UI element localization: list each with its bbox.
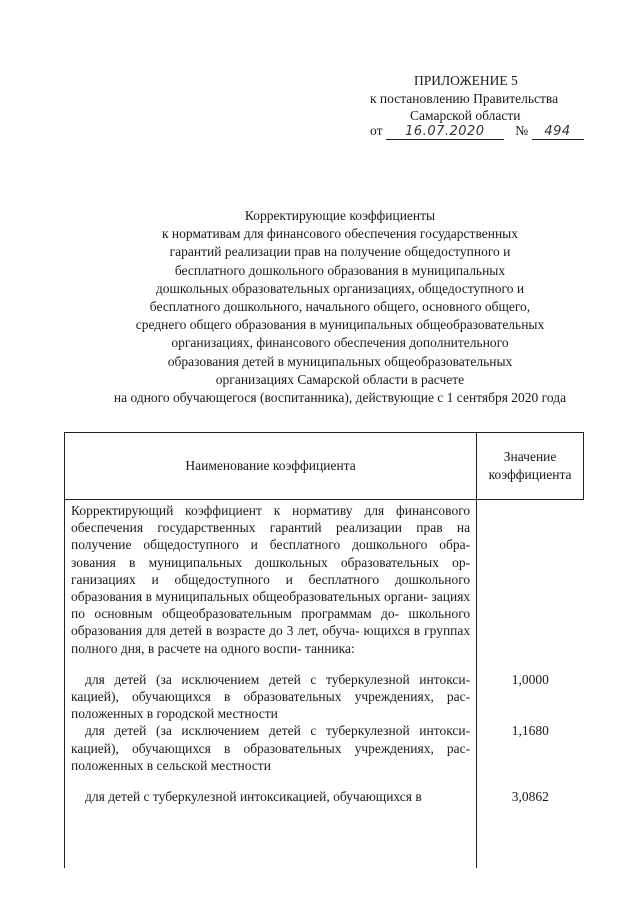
coefficient-value: 1,1680: [511, 723, 549, 739]
header-value-line-2: коэффициента: [488, 467, 572, 482]
decree-number: 494: [532, 124, 584, 140]
header-name-cell: [65, 433, 477, 500]
coefficient-name: для детей (за исключением детей с туберкулезной интокси- кацией), обучающихся в образовательных учреждениях, рас- положенных в городской местности: [71, 671, 471, 722]
table-row: [65, 722, 584, 774]
header-value-cell: [477, 433, 584, 500]
header-value-line-1: Значение: [503, 449, 557, 464]
appendix-line-1: к постановлению Правительства: [370, 91, 559, 106]
title-line: дошкольных образовательных организациях, общедоступного и: [155, 280, 525, 296]
number-prefix: №: [515, 123, 529, 138]
title-line: бесплатного дошкольного, начального общего, основного общего,: [149, 299, 531, 315]
title-line: среднего общего образования в муниципальных общеобразовательных: [135, 317, 545, 333]
table-row: [65, 788, 584, 868]
coefficient-value: 3,0862: [511, 789, 549, 805]
header-name: Наименование коэффициента: [185, 458, 356, 474]
title-line: бесплатного дошкольного образования в муниципальных: [174, 262, 506, 278]
table-header-row: [65, 433, 584, 500]
date-prefix: от: [370, 123, 383, 138]
title-line: гарантий реализации прав на получение общедоступного и: [169, 244, 511, 260]
coefficient-name: для детей с туберкулезной интоксикацией, обучающихся в: [85, 789, 422, 805]
title-line: организациях Самарской области в расчете: [215, 371, 465, 387]
decree-date-number: [370, 123, 584, 143]
decree-date: 16.07.2020: [386, 124, 504, 140]
appendix-heading: ПРИЛОЖЕНИЕ 5: [414, 73, 518, 88]
title-line: на одного обучающегося (воспитанника), действующие с 1 сентября 2020 года: [113, 390, 567, 406]
title-line: к нормативам для финансового обеспечения государственных: [162, 226, 518, 242]
title-line: организациях, финансового обеспечения дополнительного: [171, 335, 509, 351]
appendix-line-2: Самарской области: [410, 108, 521, 123]
table-row: [65, 500, 584, 657]
coefficient-intro: Корректирующий коэффициент к нормативу для финансового обеспечения государственных гарантий реализации прав на получение общедоступного и бесплатного дошкольного обра- зования в муниципальных дошкольных образовательных ор- ганизациях и общедоступного и бесплатного дошкольного образования в муниципальных общеобразовательных органи- зациях по основным общеобразовательным программам до- школьного образования для детей в возрасте до 3 лет, обуча- ющихся в группах полного дня, в расчете на одного воспи- танника:: [71, 503, 471, 656]
title-line: образования детей в муниципальных общеобразовательных: [167, 353, 513, 369]
document-title: [60, 207, 620, 407]
table-row: [65, 671, 584, 723]
coefficients-table: [64, 432, 584, 868]
coefficient-name: для детей (за исключением детей с туберкулезной интокси- кацией), обучающихся в образовательных учреждениях, рас- положенных в сельской местности: [71, 723, 471, 773]
coefficient-value: 1,0000: [511, 671, 549, 687]
title-line: Корректирующие коэффициенты: [244, 208, 436, 223]
